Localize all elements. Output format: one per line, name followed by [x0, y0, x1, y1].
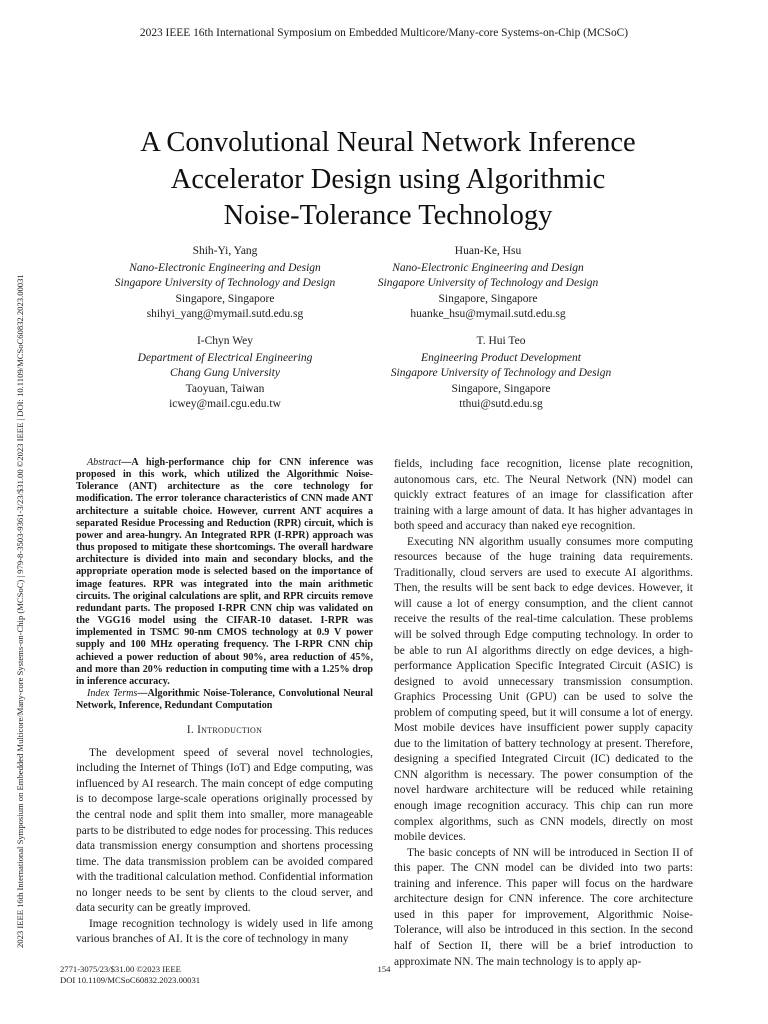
author-affiliation: Singapore University of Technology and Design	[377, 277, 599, 290]
author-block-3	[75, 334, 375, 412]
author-name: Shih-Yi, Yang	[192, 245, 258, 257]
footer-copyright	[60, 964, 200, 985]
author-affiliation: Nano-Electronic Engineering and Design	[392, 262, 584, 275]
author-affiliation: Singapore University of Technology and Design	[390, 367, 612, 380]
body-paragraph: Executing NN algorithm usually consumes more computing resources because of the huge training data requirements. Traditionally, cloud servers are used to execute AI algorithms. Then, the results will be sent back to edge devices. However, it will cause a lot of energy consumption, and the client cannot receive the results of the real-time calculation. These problems will be solved through Edge computing technology. In order to be able to run AI algorithms directly on edge devices, a high-performance Application Specific Integrated Circuit (ASIC) is designed to avoid unnecessary transmission consumption. Graphics Processing Unit (GPU) can be used to solve the problem of computing speed, but it will consume a lot of energy. Most mobile devices have insufficient power supply capacity due to the limitation of battery technology at present. Therefore, designing a specified Integrated Circuit (IC) dedicated to the CNN algorithm is necessary. The power consumption of the novel hardware architecture will be reduced while retaining enough image recognition accuracy. This chip can run more complex algorithms, such as CNN models, directly on most mobile devices.	[394, 535, 693, 844]
author-affiliation: Nano-Electronic Engineering and Design	[129, 262, 321, 275]
author-name: Huan-Ke, Hsu	[454, 245, 522, 257]
author-email: huanke_hsu@mymail.sutd.edu.sg	[410, 307, 566, 320]
author-email: shihyi_yang@mymail.sutd.edu.sg	[146, 307, 304, 320]
author-affiliation: Engineering Product Development	[421, 352, 581, 365]
section-heading-introduction	[76, 723, 373, 739]
author-affiliation: Department of Electrical Engineering	[137, 352, 313, 365]
footer-issn: 2771-3075/23/$31.00 ©2023 IEEE	[60, 964, 181, 974]
author-email: tthui@sutd.edu.sg	[459, 397, 543, 410]
author-name: T. Hui Teo	[476, 335, 526, 347]
side-copyright-note: 2023 IEEE 16th International Symposium on Embedded Multicore/Many-core Systems-on-Chip (MCSoC) | 979-8-3503-9361-3/23/$31.00 ©2023 IEEE | DOI: 10.1109/MCSoC60832.2023.00031	[15, 274, 25, 948]
index-terms-lead: Index Terms	[87, 687, 138, 699]
page-number: 154	[377, 964, 391, 974]
abstract	[76, 457, 373, 688]
author-location: Taoyuan, Taiwan	[185, 382, 265, 395]
abstract-lead: Abstract	[87, 457, 122, 468]
author-block-4	[351, 334, 651, 412]
title-line-1: A Convolutional Neural Network Inference	[140, 127, 636, 158]
index-terms	[76, 688, 373, 712]
footer-doi: DOI 10.1109/MCSoC60832.2023.00031	[60, 974, 201, 985]
title-line-3: Noise-Tolerance Technology	[223, 200, 553, 231]
index-terms-text: —Algorithmic Noise-Tolerance, Convolutional Neural Network, Inference, Redundant Computation	[76, 687, 373, 712]
author-affiliation: Singapore University of Technology and Design	[114, 277, 336, 290]
conference-header: 2023 IEEE 16th International Symposium on Embedded Multicore/Many-core Systems-on-Chip (MCSoC)	[139, 27, 629, 39]
author-block-2	[338, 244, 638, 322]
paper-title	[90, 125, 686, 235]
author-location: Singapore, Singapore	[438, 292, 538, 305]
author-location: Singapore, Singapore	[451, 382, 551, 395]
author-block-1	[75, 244, 375, 322]
body-paragraph: Image recognition technology is widely used in life among various branches of AI. It is the core of technology in many	[76, 917, 373, 946]
abstract-text: —A high-performance chip for CNN inference was proposed in this work, which utilized the Algorithmic Noise-Tolerance (ANT) architecture as the core technology for modification. The error tolerance characteristics of CNN made ANT architecture a suitable choice. However, current ANT acquires a separated Residue Processing and Reduction (RPR) circuit, which is power and area-hungry. An Integrated RPR (I-RPR) approach was thus proposed to mitigate these shortcomings. The overall hardware architecture is divided into main and secondary blocks, and the appropriate operation mode is selected based on the importance of image features. RPR was integrated into the main arithmetic circuits. The original calculations are split, and RPR circuits remove redundant parts. The proposed I-RPR CNN chip was validated on the VGG16 model using the CIFAR-10 dataset. I-RPR was implemented in TSMC 90-nm CMOS technology at 0.9 V power supply and 100 MHz operating frequency. The I-RPR CNN chip achieved a power reduction of about 90%, area reduction of 45%, and more than 20% reduction in computing time with a 1.25% drop in inference accuracy.	[76, 457, 373, 687]
body-paragraph: The basic concepts of NN will be introduced in Section II of this paper. The CNN model can be divided into two parts: training and inference. This paper will focus on the hardware architecture design for CNN inference. The core architecture used in this paper for improvement, Algorithmic Noise-Tolerance, will also be introduced in this section. In the second half of Section II, there will be a brief introduction to approximate NN. The main technology is to apply ap-	[394, 846, 693, 968]
section-number: I.	[186, 724, 198, 737]
title-line-2: Accelerator Design using Algorithmic	[170, 163, 606, 195]
right-column	[394, 457, 693, 970]
body-paragraph: The development speed of several novel technologies, including the Internet of Things (IoT) and Edge computing, was influenced by AI research. The main concept of edge computing is to decompose large-scale operations originally processed by the central node and split them into smaller, more manageable parts to be distributed to edge nodes for processing. This reduces data transmission energy consumption and shortens processing time. The data transmission problem can be avoided compared with the traditional calculation method. Confidential information no longer needs to be sent by clients to the cloud server, and data security can be greatly improved.	[76, 746, 373, 915]
author-email: icwey@mail.cgu.edu.tw	[169, 397, 281, 410]
author-name: I-Chyn Wey	[196, 335, 254, 347]
body-paragraph: fields, including face recognition, license plate recognition, autonomous cars, etc. The Neural Network (NN) model can quickly extract features of an image for classification after training with a large amount of data. It has higher advantages in both speed and accuracy than naked eye recognition.	[394, 458, 693, 533]
author-affiliation: Chang Gung University	[170, 367, 280, 380]
section-title: Introduction	[197, 724, 263, 737]
left-column	[76, 457, 373, 948]
author-location: Singapore, Singapore	[175, 292, 275, 305]
